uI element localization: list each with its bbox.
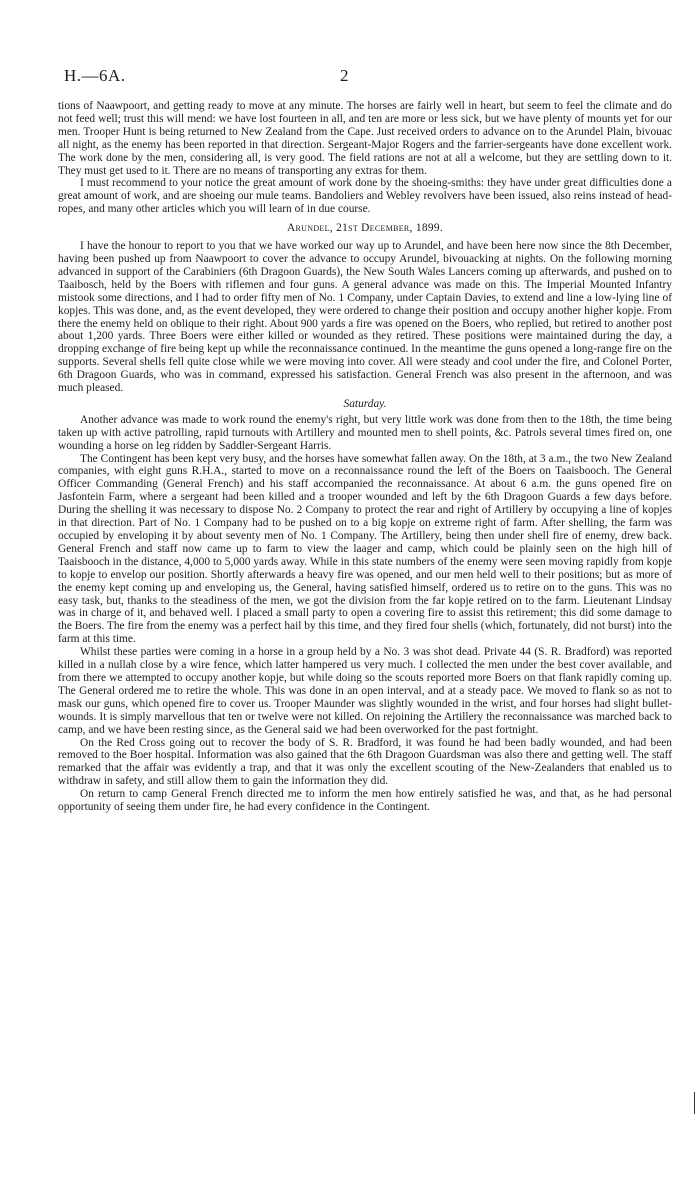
- document-reference: H.—6A.: [64, 66, 126, 85]
- paragraph-6: Whilst these parties were coming in a horse in a group held by a No. 3 was shot dead. Private 44 (S. R. Bradford) was reported killed in a nullah close by a wire fence, which latter hampered us very much. I collected the men under the best cover available, and from there we attempted to occupy another kopje, but while doing so the scouts reported more Boers on that flank rapidly coming up. The General ordered me to retire the whole. This was done in an open interval, and at a steady pace. We moved to flank so as not to mask our guns, which opened fire to cover us. Trooper Maunder was slightly wounded in the wrist, and four horses had slight bullet-wounds. It is simply marvellous that ten or twelve were not killed. On rejoining the Artillery the reconnaissance was marched back to camp, and we have been resting since, as the General said we had been overworked for the past fortnight.: [58, 646, 672, 736]
- body-text: [58, 100, 672, 814]
- section-heading: Arundel, 21st December, 1899.: [287, 222, 443, 235]
- document-page: [58, 60, 672, 814]
- paragraph-7: On the Red Cross going out to recover the body of S. R. Bradford, it was found he had been badly wounded, and had been removed to the Boer hospital. Information was also gained that the 6th Dragoon Guardsman was also there and getting well. The staff remarked that the affair was evidently a trap, and that it was only the excellent scouting of the New-Zealanders that enabled us to withdraw in safety, and still allow them to gain the information they did.: [58, 736, 672, 788]
- paragraph-1: tions of Naawpoort, and getting ready to move at any minute. The horses are fairly well in heart, but seem to feel the climate and do not feed well; trust this will mend: we have lost fourteen in all, and ten are more or less sick, but we have plenty of mounts yet for our men. Trooper Hunt is being returned to New Zealand from the Cape. Just received orders to advance on to the Arundel Plain, bivouac all night, as the enemy has been reported in that direction. Sergeant-Major Rogers and the farrier-sergeants have done excellent work. The work done by the men, considering all, is very good. The field rations are not at all a welcome, but they are settling down to it. They must get used to it. There are no means of transporting any extras for them.: [58, 100, 672, 177]
- paragraph-8: On return to camp General French directed me to inform the men how entirely satisfied he was, and that, as he had personal opportunity of seeing them under fire, he had every confidence in the Contingent.: [58, 788, 672, 814]
- paragraph-5: The Contingent has been kept very busy, and the horses have somewhat fallen away. On the 18th, at 3 a.m., the two New Zealand companies, with eight guns R.H.A., started to move on a reconnaissance round the left of the Boers on Taaisbooch. The General Officer Commanding (General French) and his staff accompanied the reconnaissance. At about 6 a.m. the guns opened fire on Jasfontein Farm, where a sergeant had been killed and a trooper wounded and left by the 6th Dragoon Guards a few days before. During the shelling it was necessary to dispose No. 2 Company to protect the rear and right of Artillery by occupying a line of kopjes in that direction. Part of No. 1 Company had to be pushed on to a big kopje on extreme right of farm. After shelling, the farm was occupied by enveloping it by about seventy men of No. 1 Company. The Artillery, being then under shell fire of enemy, drew back. General French and staff now came up to farm to view the laager and camp, which could be plainly seen on the high hill of Taaisbooch in the distance, 4,000 to 5,000 yards away. While in this state numbers of the enemy were seen moving rapidly from kopje to kopje to envelop our position. Shortly afterwards a heavy fire was opened, and our men held well to their positions; but as more of the enemy kept coming up and enveloping us, the General, having satisfied himself, ordered us to retire on to the guns. This was no easy task, but, thanks to the steadiness of the men, we got the division from the far kopje retired on to the farm. Lieutenant Lindsay was in charge of it, and behaved well. I placed a small party to open a covering fire to assist this retirement; this did some damage to the Boers. The fire from the enemy was a perfect hail by this time, and they fired four shells (which, fortunately, did not burst) into the farm at this time.: [58, 452, 672, 646]
- margin-mark: [694, 1092, 695, 1114]
- section-subheading: Saturday.: [343, 397, 387, 410]
- paragraph-2: I must recommend to your notice the great amount of work done by the shoeing-smiths: they have under great difficulties done a great amount of work, and are shoeing our mule teams. Bandoliers and Webley revolvers have been issued, also reins instead of head-ropes, and many other articles which you will learn of in due course.: [58, 177, 672, 216]
- page-number: 2: [340, 66, 349, 85]
- running-header: [58, 60, 672, 86]
- paragraph-4: Another advance was made to work round the enemy's right, but very little work was done from then to the 18th, the time being taken up with active patrolling, rapid turnouts with Artillery and mounted men to shell points, &c. Patrols several times fired on, one wounding a horse on leg ridden by Saddler-Sergeant Harris.: [58, 413, 672, 452]
- paragraph-3: I have the honour to report to you that we have worked our way up to Arundel, and have been here now since the 8th December, having been pushed up from Naawpoort to cover the advance to occupy Arundel, bivouacking at nights. On the following morning advanced in support of the Carabiniers (6th Dragoon Guards), the New South Wales Lancers coming up afterwards, and pushed on to Taaibosch, held by the Boers with riflemen and four guns. A general advance was made on this. The Imperial Mounted Infantry mistook some directions, and I had to order fifty men of No. 1 Company, under Captain Davies, to extend and line a low-lying line of kopjes. This was done, and, as the event developed, they were ordered to change their position and occupy another higher kopje. From there the enemy held on oblique to their right. About 900 yards a fire was opened on the Boers, who replied, but retired to another post about 1,200 yards. Three Boers were either killed or wounded as they retired. These positions were maintained during the day, a dropping exchange of fire being kept up while the reconnaissance continued. In the meantime the guns opened a long-range fire on the supports. Several shells fell quite close while we were moving into cover. All were steady and cool under the fire, and Colonel Porter, 6th Dragoon Guards, who was in command, expressed his satisfaction. General French was also present in the afternoon, and was much pleased.: [58, 240, 672, 395]
